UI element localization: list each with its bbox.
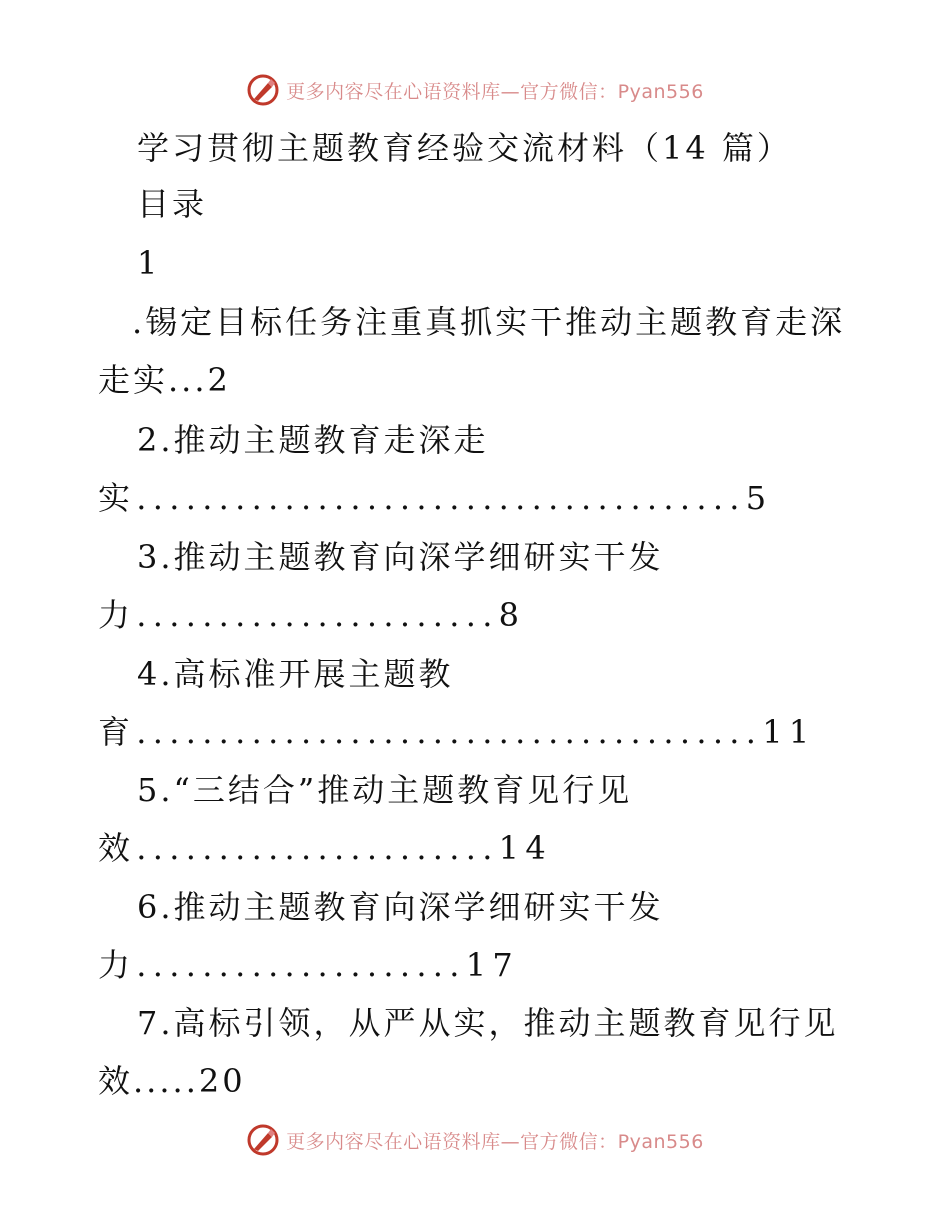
toc-entry-2-title: 2.推动主题教育走深走 — [137, 421, 489, 459]
document-title: 学习贯彻主题教育经验交流材料（14 篇） — [137, 129, 792, 167]
pen-logo-icon — [246, 73, 280, 107]
toc-entry-3-page: 力......................8 — [98, 596, 526, 634]
toc-entry-2-page: 实.....................................5 — [98, 479, 773, 517]
footer-watermark — [0, 1120, 950, 1160]
toc-entry-1-title: .锡定目标任务注重真抓实干推动主题教育走深 — [132, 303, 846, 341]
toc-entry-4-page: 育......................................11 — [98, 713, 816, 751]
watermark-text: 更多内容尽在心语资料库—官方微信：Pyan556 — [286, 1130, 704, 1153]
toc-entry-4-title: 4.高标准开展主题教 — [137, 655, 454, 693]
toc-entry-7-title: 7.高标引领，从严从实，推动主题教育见行见 — [137, 1004, 839, 1042]
toc-entry-5-title: 5.“三结合”推动主题教育见行见 — [137, 771, 633, 809]
toc-entry-1-number: 1 — [137, 244, 161, 282]
watermark-text: 更多内容尽在心语资料库—官方微信：Pyan556 — [286, 80, 704, 103]
header-watermark — [0, 70, 950, 110]
toc-heading: 目录 — [137, 185, 208, 223]
toc-entry-1-page: 走实...2 — [98, 361, 231, 399]
pen-logo-icon — [246, 1123, 280, 1157]
toc-entry-6-title: 6.推动主题教育向深学细研实干发 — [137, 888, 664, 926]
toc-entry-7-page: 效.....20 — [98, 1062, 246, 1100]
toc-entry-3-title: 3.推动主题教育向深学细研实干发 — [137, 538, 664, 576]
toc-entry-6-page: 力....................17 — [98, 946, 520, 984]
toc-entry-5-page: 效......................14 — [98, 829, 552, 867]
